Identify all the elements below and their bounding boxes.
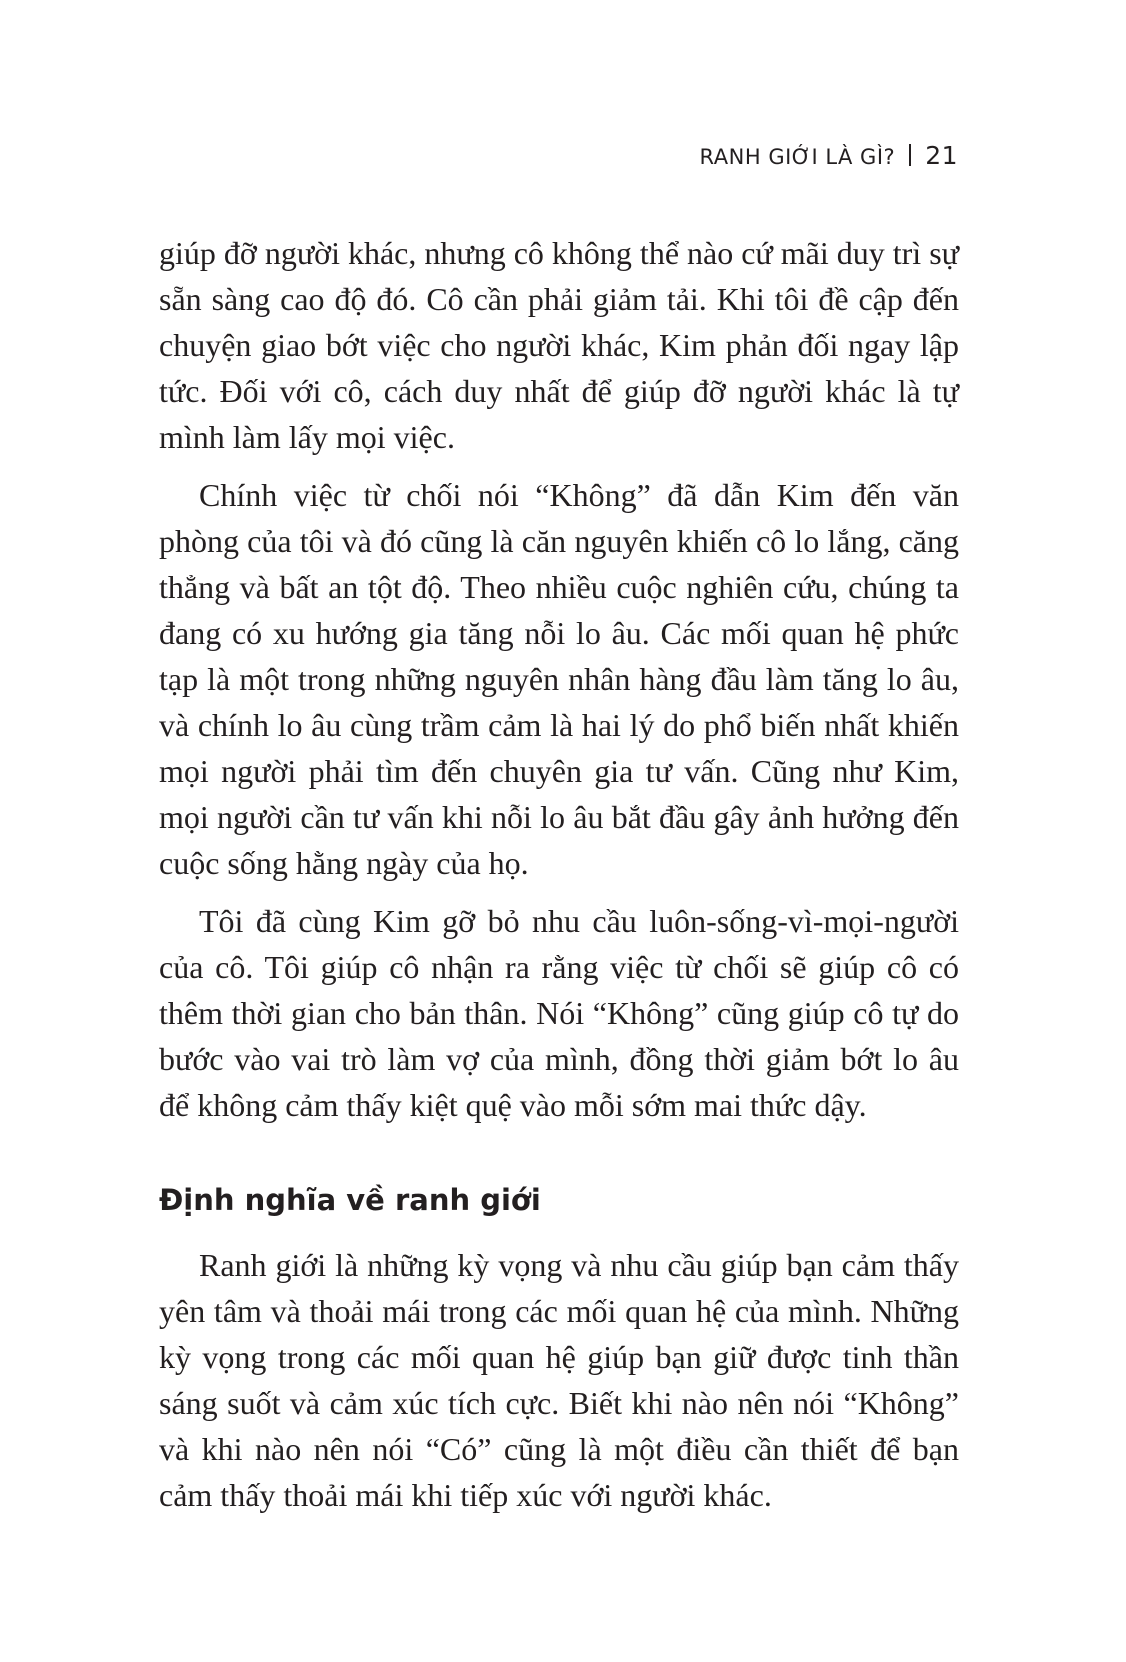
header-separator	[909, 144, 911, 166]
running-header	[700, 141, 958, 170]
body-paragraph: giúp đỡ người khác, nhưng cô không thể nào cứ mãi duy trì sự sẵn sàng cao độ đó. Cô cần phải giảm tải. Khi tôi đề cập đến chuyện giao bớt việc cho người khác, Kim phản đối ngay lập tức. Đối với cô, cách duy nhất để giúp đỡ người khác là tự mình làm lấy mọi việc.	[159, 235, 959, 455]
body-paragraph: Chính việc từ chối nói “Không” đã dẫn Kim đến văn phòng của tôi và đó cũng là căn nguyên khiến cô lo lắng, căng thẳng và bất an tột độ. Theo nhiều cuộc nghiên cứu, chúng ta đang có xu hướng gia tăng nỗi lo âu. Các mối quan hệ phức tạp là một trong những nguyên nhân hàng đầu làm tăng lo âu, và chính lo âu cùng trầm cảm là hai lý do phổ biến nhất khiến mọi người phải tìm đến chuyên gia tư vấn. Cũng như Kim, mọi người cần tư vấn khi nỗi lo âu bắt đầu gây ảnh hưởng đến cuộc sống hằng ngày của họ.	[159, 477, 959, 881]
page-number: 21	[925, 141, 958, 170]
body-paragraph: Tôi đã cùng Kim gỡ bỏ nhu cầu luôn-sống-vì-mọi-người của cô. Tôi giúp cô nhận ra rằng việc từ chối sẽ giúp cô có thêm thời gian cho bản thân. Nói “Không” cũng giúp cô tự do bước vào vai trò làm vợ của mình, đồng thời giảm bớt lo âu để không cảm thấy kiệt quệ vào mỗi sớm mai thức dậy.	[159, 903, 959, 1123]
body-paragraph: Ranh giới là những kỳ vọng và nhu cầu giúp bạn cảm thấy yên tâm và thoải mái trong các mối quan hệ của mình. Những kỳ vọng trong các mối quan hệ giúp bạn giữ được tinh thần sáng suốt và cảm xúc tích cực. Biết khi nào nên nói “Không” và khi nào nên nói “Có” cũng là một điều cần thiết để bạn cảm thấy thoải mái khi tiếp xúc với người khác.	[159, 1247, 959, 1513]
page-body	[159, 230, 959, 1518]
running-title: RANH GIỚI LÀ GÌ?	[699, 145, 896, 169]
section-heading: Định nghĩa về ranh giới	[159, 1183, 541, 1217]
